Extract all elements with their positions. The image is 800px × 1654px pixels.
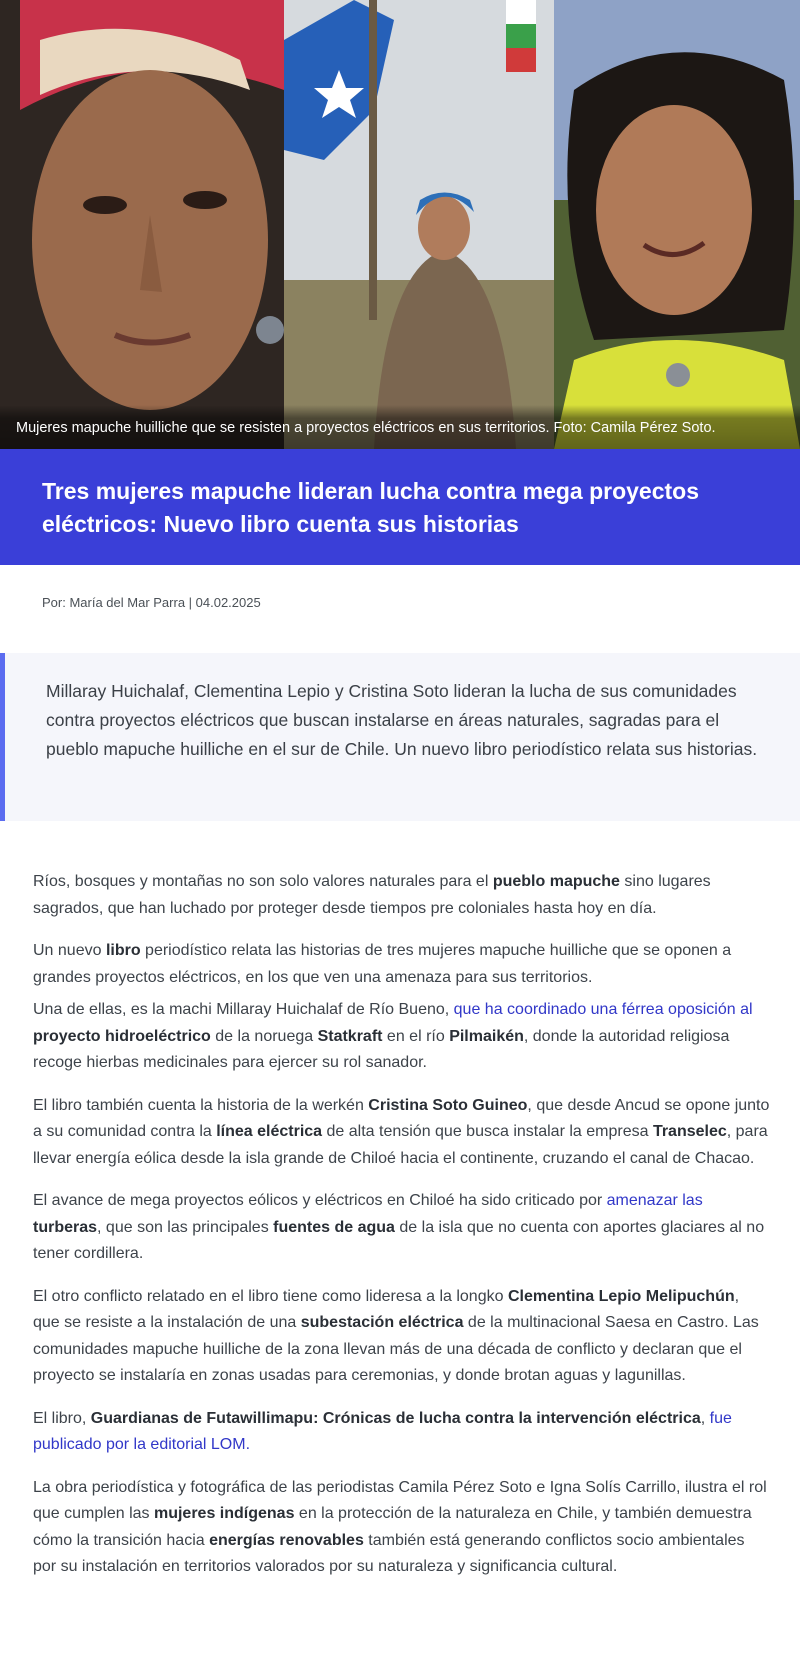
text: Ríos, bosques y montañas no son solo valores naturales para el [33,873,493,890]
lead-summary [0,653,800,821]
text: en el río [382,1027,450,1045]
text: de la noruega [210,1027,318,1045]
photo-woman-yellow-jacket [554,0,800,449]
paragraph-4 [33,1093,770,1173]
paragraph-2 [33,938,770,991]
hero-caption-bar [0,405,800,449]
hero-image [0,0,800,449]
paragraph-3 [33,997,770,1077]
title-banner [0,449,800,565]
bold-link-text: turberas [33,1218,98,1236]
bold-text: Pilmaikén [449,1027,524,1045]
text: de la isla que no cuenta con aportes glaciares al no tener cordillera. [33,1218,765,1262]
link-text: amenazar las [606,1192,703,1209]
photo-woman-with-flags [284,0,554,449]
text: Una de ellas, es la machi Millaray Huichalaf de Río Bueno, [33,1001,454,1018]
text: periodístico relata las historias de tres mujeres mapuche huilliche que se oponen a grandes proyectos eléctricos, en los que ven una amenaza para sus territorios. [33,942,732,986]
photo-caption: Mujeres mapuche huilliche que se resisten a proyectos eléctricos en sus territorios. Foto: Camila Pérez Soto. [16,420,716,436]
text: El libro, [33,1409,91,1427]
text: , que se resiste a la instalación de una [33,1287,740,1331]
text: La obra periodística y fotográfica de las periodistas Camila Pérez Soto e Igna Solís Carrillo, ilustra el rol que cumplen las [33,1478,767,1522]
portrait-illustration-3 [554,0,800,449]
text: , que desde Ancud se opone junto a su comunidad contra la [33,1096,770,1140]
bold-text: energías renovables [209,1531,364,1549]
article-title: Tres mujeres mapuche lideran lucha contra mega proyectos eléctricos: Nuevo libro cuenta sus historias [42,478,700,537]
article-body [0,821,800,1581]
text: El otro conflicto relatado en el libro tiene como lideresa a la longko [33,1287,508,1305]
bold-text: libro [105,942,141,959]
text: , para llevar energía eólica desde la isla grande de Chiloé hacia el continente, cruzando el canal de Chacao. [33,1123,768,1167]
photo-woman-headscarf [0,0,284,449]
bold-link-text: proyecto hidroeléctrico [33,1027,211,1045]
bold-text: subestación eléctrica [300,1314,464,1331]
text: El libro también cuenta la historia de la werkén [33,1096,369,1114]
bold-text: fuentes de agua [273,1218,395,1236]
paragraph-7 [33,1406,770,1459]
text: de alta tensión que busca instalar la empresa [322,1123,653,1140]
bold-text: mujeres indígenas [153,1505,295,1522]
link-statkraft-opposition[interactable]: que ha coordinado una férrea oposición al [453,1001,753,1018]
text: , que son las principales [97,1218,274,1236]
text: en la protección de la naturaleza en Chile, y también demuestra cómo la transición hacia [33,1505,752,1549]
bold-text: Transelec [652,1123,727,1140]
bold-text: Cristina Soto Guineo [368,1096,528,1114]
text: El avance de mega proyectos eólicos y eléctricos en Chiloé ha sido criticado por [33,1192,607,1209]
portrait-illustration-1 [0,0,284,449]
paragraph-5 [33,1188,770,1268]
byline: Por: María del Mar Parra | 04.02.2025 [42,595,261,610]
text: de la multinacional Saesa en Castro. Las comunidades mapuche huilliche de la zona llevan más de una década de conflicto y declaran que el proyecto se instalaría en zonas usadas para ceremonias, y donde brotan aguas y lagunillas. [33,1314,759,1384]
paragraph-6 [33,1284,770,1390]
link-editorial-lom[interactable]: fue publicado por la editorial LOM. [33,1409,732,1453]
portrait-illustration-2 [284,0,554,449]
text: sino lugares sagrados, que han luchado por proteger desde tiempos pre coloniales hasta hoy en día. [33,873,711,917]
text: , [700,1409,710,1427]
bold-text: Guardianas de Futawillimapu: Crónicas de lucha contra la intervención eléctrica [90,1409,701,1427]
text: Un nuevo [33,942,106,959]
paragraph-8 [33,1475,770,1581]
bold-text: Statkraft [317,1027,383,1045]
bold-text: línea eléctrica [216,1123,323,1140]
bold-text: Clementina Lepio Melipuchún [507,1287,735,1305]
text: , donde la autoridad religiosa recoge hierbas medicinales para ejercer su rol sanador. [33,1027,730,1071]
bold-text: pueblo mapuche [492,873,620,890]
paragraph-1 [33,869,770,922]
lead-text: Millaray Huichalaf, Clementina Lepio y Cristina Soto lideran la lucha de sus comunidades contra proyectos eléctricos que buscan instalarse en áreas naturales, sagradas para el pueblo mapuche huilliche en el sur de Chile. Un nuevo libro periodístico relata sus historias. [46,681,758,759]
text: también está generando conflictos socio ambientales por su instalación en territorios valorados por su naturaleza y significancia cultural. [33,1531,745,1575]
link-hydro-project[interactable] [33,1028,211,1045]
